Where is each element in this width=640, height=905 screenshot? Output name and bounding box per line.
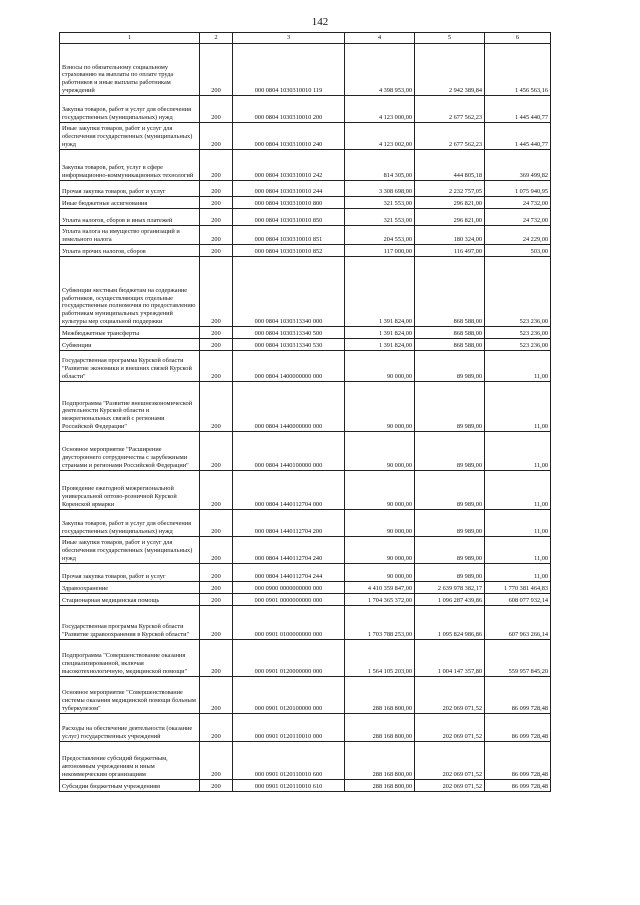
- table-row: [60, 714, 551, 742]
- row-name-cell: Субвенции местным бюджетам на содержание работников, осуществляющих отдельные государственные полномочия по предоставлению работникам муниципальных учреждений культуры мер социальной поддержки: [60, 257, 200, 327]
- row-executed-amount-cell: 2 677 562,23: [415, 123, 485, 150]
- row-name-cell: Субсидии бюджетным учреждениям: [60, 780, 200, 792]
- row-code-cell: 200: [200, 226, 233, 245]
- row-unexecuted-amount-cell: 523 236,00: [485, 339, 551, 351]
- row-code-cell: 200: [200, 432, 233, 471]
- row-executed-amount-cell: 296 821,00: [415, 209, 485, 226]
- row-classification-code-cell: 000 0804 1030310010 242: [233, 150, 345, 181]
- row-classification-code-cell: 000 0804 1440100000 000: [233, 432, 345, 471]
- row-code-cell: 200: [200, 96, 233, 123]
- row-code-cell: 200: [200, 209, 233, 226]
- row-unexecuted-amount-cell: 11,00: [485, 351, 551, 382]
- row-name-cell: Стационарная медицинская помощь: [60, 594, 200, 606]
- row-approved-amount-cell: 1 391 824,00: [345, 327, 415, 339]
- row-name-cell: Основное мероприятие "Совершенствование системы оказания медицинской помощи больным туберкулезом": [60, 677, 200, 714]
- row-classification-code-cell: 000 0804 1030310010 119: [233, 44, 345, 96]
- row-classification-code-cell: 000 0901 0000000000 000: [233, 594, 345, 606]
- row-executed-amount-cell: 1 096 287 439,86: [415, 594, 485, 606]
- table-row: [60, 582, 551, 594]
- row-code-cell: 200: [200, 510, 233, 537]
- row-approved-amount-cell: 90 000,00: [345, 537, 415, 564]
- column-number-6: 6: [485, 33, 551, 44]
- row-approved-amount-cell: 288 168 800,00: [345, 742, 415, 780]
- row-approved-amount-cell: 4 123 000,00: [345, 96, 415, 123]
- row-classification-code-cell: 000 0804 1440112704 200: [233, 510, 345, 537]
- table-row: [60, 564, 551, 582]
- row-executed-amount-cell: 868 588,00: [415, 257, 485, 327]
- row-code-cell: 200: [200, 780, 233, 792]
- row-classification-code-cell: 000 0901 0120110010 000: [233, 714, 345, 742]
- row-classification-code-cell: 000 0804 1440112704 000: [233, 471, 345, 510]
- row-code-cell: 200: [200, 537, 233, 564]
- row-unexecuted-amount-cell: 11,00: [485, 564, 551, 582]
- table-row: [60, 245, 551, 257]
- row-approved-amount-cell: 1 704 365 372,00: [345, 594, 415, 606]
- row-classification-code-cell: 000 0901 0120100000 000: [233, 677, 345, 714]
- row-classification-code-cell: 000 0804 1030313340 530: [233, 339, 345, 351]
- row-classification-code-cell: 000 0804 1030310010 200: [233, 96, 345, 123]
- row-code-cell: 200: [200, 471, 233, 510]
- row-executed-amount-cell: 2 942 389,84: [415, 44, 485, 96]
- row-unexecuted-amount-cell: 86 099 728,48: [485, 714, 551, 742]
- row-approved-amount-cell: 288 168 800,00: [345, 780, 415, 792]
- table-row: [60, 742, 551, 780]
- row-approved-amount-cell: 1 703 788 253,00: [345, 606, 415, 640]
- row-code-cell: 200: [200, 327, 233, 339]
- table-row: [60, 197, 551, 209]
- row-name-cell: Закупка товаров, работ и услуг для обеспечения государственных (муниципальных) нужд: [60, 96, 200, 123]
- table-row: [60, 327, 551, 339]
- row-name-cell: Подпрограмма "Развитие внешнеэкономической деятельности Курской области и межрегиональных связей с регионами Российской Федерации": [60, 382, 200, 432]
- row-executed-amount-cell: 89 989,00: [415, 382, 485, 432]
- row-unexecuted-amount-cell: 24 732,00: [485, 197, 551, 209]
- row-code-cell: 200: [200, 714, 233, 742]
- row-approved-amount-cell: 288 168 800,00: [345, 677, 415, 714]
- row-code-cell: 200: [200, 582, 233, 594]
- row-approved-amount-cell: 1 391 824,00: [345, 339, 415, 351]
- table-row: [60, 209, 551, 226]
- row-name-cell: Государственная программа Курской области "Развитие экономики и внешних связей Курской области": [60, 351, 200, 382]
- row-classification-code-cell: 000 0804 1440112704 240: [233, 537, 345, 564]
- row-executed-amount-cell: 868 588,00: [415, 339, 485, 351]
- row-approved-amount-cell: 1 391 824,00: [345, 257, 415, 327]
- row-approved-amount-cell: 90 000,00: [345, 471, 415, 510]
- row-code-cell: 200: [200, 382, 233, 432]
- row-classification-code-cell: 000 0901 0120110010 610: [233, 780, 345, 792]
- row-approved-amount-cell: 117 000,00: [345, 245, 415, 257]
- row-code-cell: 200: [200, 606, 233, 640]
- row-unexecuted-amount-cell: 1 075 940,95: [485, 181, 551, 197]
- row-name-cell: Уплата налога на имущество организаций и земельного налога: [60, 226, 200, 245]
- row-approved-amount-cell: 3 308 698,00: [345, 181, 415, 197]
- row-code-cell: 200: [200, 150, 233, 181]
- row-name-cell: Уплата налогов, сборов и иных платежей: [60, 209, 200, 226]
- table-row: [60, 432, 551, 471]
- budget-execution-table: [59, 32, 551, 792]
- table-body: [60, 44, 551, 792]
- row-code-cell: 200: [200, 197, 233, 209]
- row-code-cell: 200: [200, 640, 233, 677]
- row-classification-code-cell: 000 0900 0000000000 000: [233, 582, 345, 594]
- row-unexecuted-amount-cell: 1 456 563,16: [485, 44, 551, 96]
- row-executed-amount-cell: 868 588,00: [415, 327, 485, 339]
- table-row: [60, 44, 551, 96]
- table-row: [60, 96, 551, 123]
- table-row: [60, 594, 551, 606]
- row-code-cell: 200: [200, 123, 233, 150]
- row-approved-amount-cell: 90 000,00: [345, 564, 415, 582]
- row-executed-amount-cell: 202 069 071,52: [415, 677, 485, 714]
- row-name-cell: Прочая закупка товаров, работ и услуг: [60, 564, 200, 582]
- row-unexecuted-amount-cell: 559 957 845,20: [485, 640, 551, 677]
- row-approved-amount-cell: 90 000,00: [345, 382, 415, 432]
- row-approved-amount-cell: 90 000,00: [345, 351, 415, 382]
- row-unexecuted-amount-cell: 86 099 728,48: [485, 742, 551, 780]
- table-row: [60, 677, 551, 714]
- row-name-cell: Предоставление субсидий бюджетным, автономным учреждениям и иным некоммерческим организациям: [60, 742, 200, 780]
- row-unexecuted-amount-cell: 608 077 932,14: [485, 594, 551, 606]
- row-classification-code-cell: 000 0804 1440112704 244: [233, 564, 345, 582]
- row-executed-amount-cell: 2 639 978 382,17: [415, 582, 485, 594]
- column-number-5: 5: [415, 33, 485, 44]
- row-classification-code-cell: 000 0804 1440000000 000: [233, 382, 345, 432]
- row-unexecuted-amount-cell: 11,00: [485, 510, 551, 537]
- row-classification-code-cell: 000 0804 1030313340 500: [233, 327, 345, 339]
- row-name-cell: Уплата прочих налогов, сборов: [60, 245, 200, 257]
- row-unexecuted-amount-cell: 24 229,00: [485, 226, 551, 245]
- row-classification-code-cell: 000 0804 1030310010 800: [233, 197, 345, 209]
- row-name-cell: Государственная программа Курской области "Развитие здравоохранения в Курской области": [60, 606, 200, 640]
- row-approved-amount-cell: 321 553,00: [345, 197, 415, 209]
- column-number-4: 4: [345, 33, 415, 44]
- row-executed-amount-cell: 202 069 071,52: [415, 780, 485, 792]
- row-approved-amount-cell: 1 564 105 203,00: [345, 640, 415, 677]
- row-name-cell: Здравоохранение: [60, 582, 200, 594]
- row-unexecuted-amount-cell: 523 236,00: [485, 257, 551, 327]
- row-approved-amount-cell: 4 410 359 847,00: [345, 582, 415, 594]
- row-classification-code-cell: 000 0901 0120110010 600: [233, 742, 345, 780]
- row-name-cell: Подпрограмма "Совершенствование оказания специализированной, включая высокотехнологичную, медицинской помощи": [60, 640, 200, 677]
- row-executed-amount-cell: 444 805,18: [415, 150, 485, 181]
- row-executed-amount-cell: 296 821,00: [415, 197, 485, 209]
- column-number-row: [60, 33, 551, 44]
- table-row: [60, 351, 551, 382]
- row-code-cell: 200: [200, 677, 233, 714]
- table-row: [60, 382, 551, 432]
- row-unexecuted-amount-cell: 1 770 381 464,83: [485, 582, 551, 594]
- row-unexecuted-amount-cell: 86 099 728,48: [485, 780, 551, 792]
- row-approved-amount-cell: 4 398 953,00: [345, 44, 415, 96]
- row-approved-amount-cell: 90 000,00: [345, 432, 415, 471]
- row-approved-amount-cell: 814 305,00: [345, 150, 415, 181]
- row-approved-amount-cell: 4 123 002,00: [345, 123, 415, 150]
- row-approved-amount-cell: 90 000,00: [345, 510, 415, 537]
- row-executed-amount-cell: 89 989,00: [415, 537, 485, 564]
- row-unexecuted-amount-cell: 24 732,00: [485, 209, 551, 226]
- row-executed-amount-cell: 89 989,00: [415, 564, 485, 582]
- row-unexecuted-amount-cell: 369 499,82: [485, 150, 551, 181]
- table-row: [60, 640, 551, 677]
- row-executed-amount-cell: 202 069 071,52: [415, 714, 485, 742]
- row-code-cell: 200: [200, 594, 233, 606]
- row-classification-code-cell: 000 0901 0100000000 000: [233, 606, 345, 640]
- row-executed-amount-cell: 2 677 562,23: [415, 96, 485, 123]
- table-row: [60, 510, 551, 537]
- row-executed-amount-cell: 89 989,00: [415, 432, 485, 471]
- row-classification-code-cell: 000 0804 1030310010 850: [233, 209, 345, 226]
- row-code-cell: 200: [200, 181, 233, 197]
- row-name-cell: Расходы на обеспечение деятельности (оказание услуг) государственных учреждений: [60, 714, 200, 742]
- row-executed-amount-cell: 89 989,00: [415, 510, 485, 537]
- row-name-cell: Основное мероприятие "Расширение двустороннего сотрудничества с зарубежными странами и регионами Российской Федерации": [60, 432, 200, 471]
- row-executed-amount-cell: 1 095 824 986,86: [415, 606, 485, 640]
- row-unexecuted-amount-cell: 523 236,00: [485, 327, 551, 339]
- table-row: [60, 339, 551, 351]
- row-code-cell: 200: [200, 339, 233, 351]
- row-code-cell: 200: [200, 351, 233, 382]
- row-unexecuted-amount-cell: 11,00: [485, 471, 551, 510]
- table-row: [60, 150, 551, 181]
- row-code-cell: 200: [200, 257, 233, 327]
- row-approved-amount-cell: 321 553,00: [345, 209, 415, 226]
- table-row: [60, 226, 551, 245]
- row-classification-code-cell: 000 0804 1400000000 000: [233, 351, 345, 382]
- row-classification-code-cell: 000 0901 0120000000 000: [233, 640, 345, 677]
- table-row: [60, 606, 551, 640]
- row-classification-code-cell: 000 0804 1030310010 240: [233, 123, 345, 150]
- row-executed-amount-cell: 1 004 147 357,80: [415, 640, 485, 677]
- table-row: [60, 257, 551, 327]
- row-name-cell: Иные бюджетные ассигнования: [60, 197, 200, 209]
- row-code-cell: 200: [200, 742, 233, 780]
- row-name-cell: Взносы по обязательному социальному страхованию на выплаты по оплате труда работников и иные выплаты работникам учреждений: [60, 44, 200, 96]
- row-classification-code-cell: 000 0804 1030313340 000: [233, 257, 345, 327]
- row-unexecuted-amount-cell: 86 099 728,48: [485, 677, 551, 714]
- row-code-cell: 200: [200, 44, 233, 96]
- row-name-cell: Закупка товаров, работ и услуг для обеспечения государственных (муниципальных) нужд: [60, 510, 200, 537]
- row-executed-amount-cell: 89 989,00: [415, 351, 485, 382]
- row-code-cell: 200: [200, 564, 233, 582]
- row-unexecuted-amount-cell: 11,00: [485, 537, 551, 564]
- row-executed-amount-cell: 2 232 757,05: [415, 181, 485, 197]
- row-name-cell: Межбюджетные трансферты: [60, 327, 200, 339]
- row-name-cell: Иные закупки товаров, работ и услуг для обеспечения государственных (муниципальных) нужд: [60, 537, 200, 564]
- row-unexecuted-amount-cell: 607 963 266,14: [485, 606, 551, 640]
- table-row: [60, 537, 551, 564]
- row-unexecuted-amount-cell: 1 445 440,77: [485, 96, 551, 123]
- row-name-cell: Субвенции: [60, 339, 200, 351]
- column-number-2: 2: [200, 33, 233, 44]
- row-name-cell: Проведение ежегодной межрегиональной универсальной оптово-розничной Курской Коренской ярмарки: [60, 471, 200, 510]
- row-name-cell: Закупка товаров, работ, услуг в сфере информационно-коммуникационных технологий: [60, 150, 200, 181]
- table-row: [60, 123, 551, 150]
- column-number-3: 3: [233, 33, 345, 44]
- row-classification-code-cell: 000 0804 1030310010 244: [233, 181, 345, 197]
- column-number-1: 1: [60, 33, 200, 44]
- row-approved-amount-cell: 288 168 800,00: [345, 714, 415, 742]
- table-row: [60, 471, 551, 510]
- row-unexecuted-amount-cell: 503,00: [485, 245, 551, 257]
- row-classification-code-cell: 000 0804 1030310010 852: [233, 245, 345, 257]
- page-number: 142: [311, 16, 329, 28]
- row-code-cell: 200: [200, 245, 233, 257]
- row-approved-amount-cell: 204 553,00: [345, 226, 415, 245]
- row-executed-amount-cell: 202 069 071,52: [415, 742, 485, 780]
- row-executed-amount-cell: 116 497,00: [415, 245, 485, 257]
- row-executed-amount-cell: 180 324,00: [415, 226, 485, 245]
- row-name-cell: Прочая закупка товаров, работ и услуг: [60, 181, 200, 197]
- row-unexecuted-amount-cell: 1 445 440,77: [485, 123, 551, 150]
- row-classification-code-cell: 000 0804 1030310010 851: [233, 226, 345, 245]
- row-unexecuted-amount-cell: 11,00: [485, 432, 551, 471]
- row-unexecuted-amount-cell: 11,00: [485, 382, 551, 432]
- table-row: [60, 780, 551, 792]
- table-row: [60, 181, 551, 197]
- row-executed-amount-cell: 89 989,00: [415, 471, 485, 510]
- row-name-cell: Иные закупки товаров, работ и услуг для обеспечения государственных (муниципальных) нужд: [60, 123, 200, 150]
